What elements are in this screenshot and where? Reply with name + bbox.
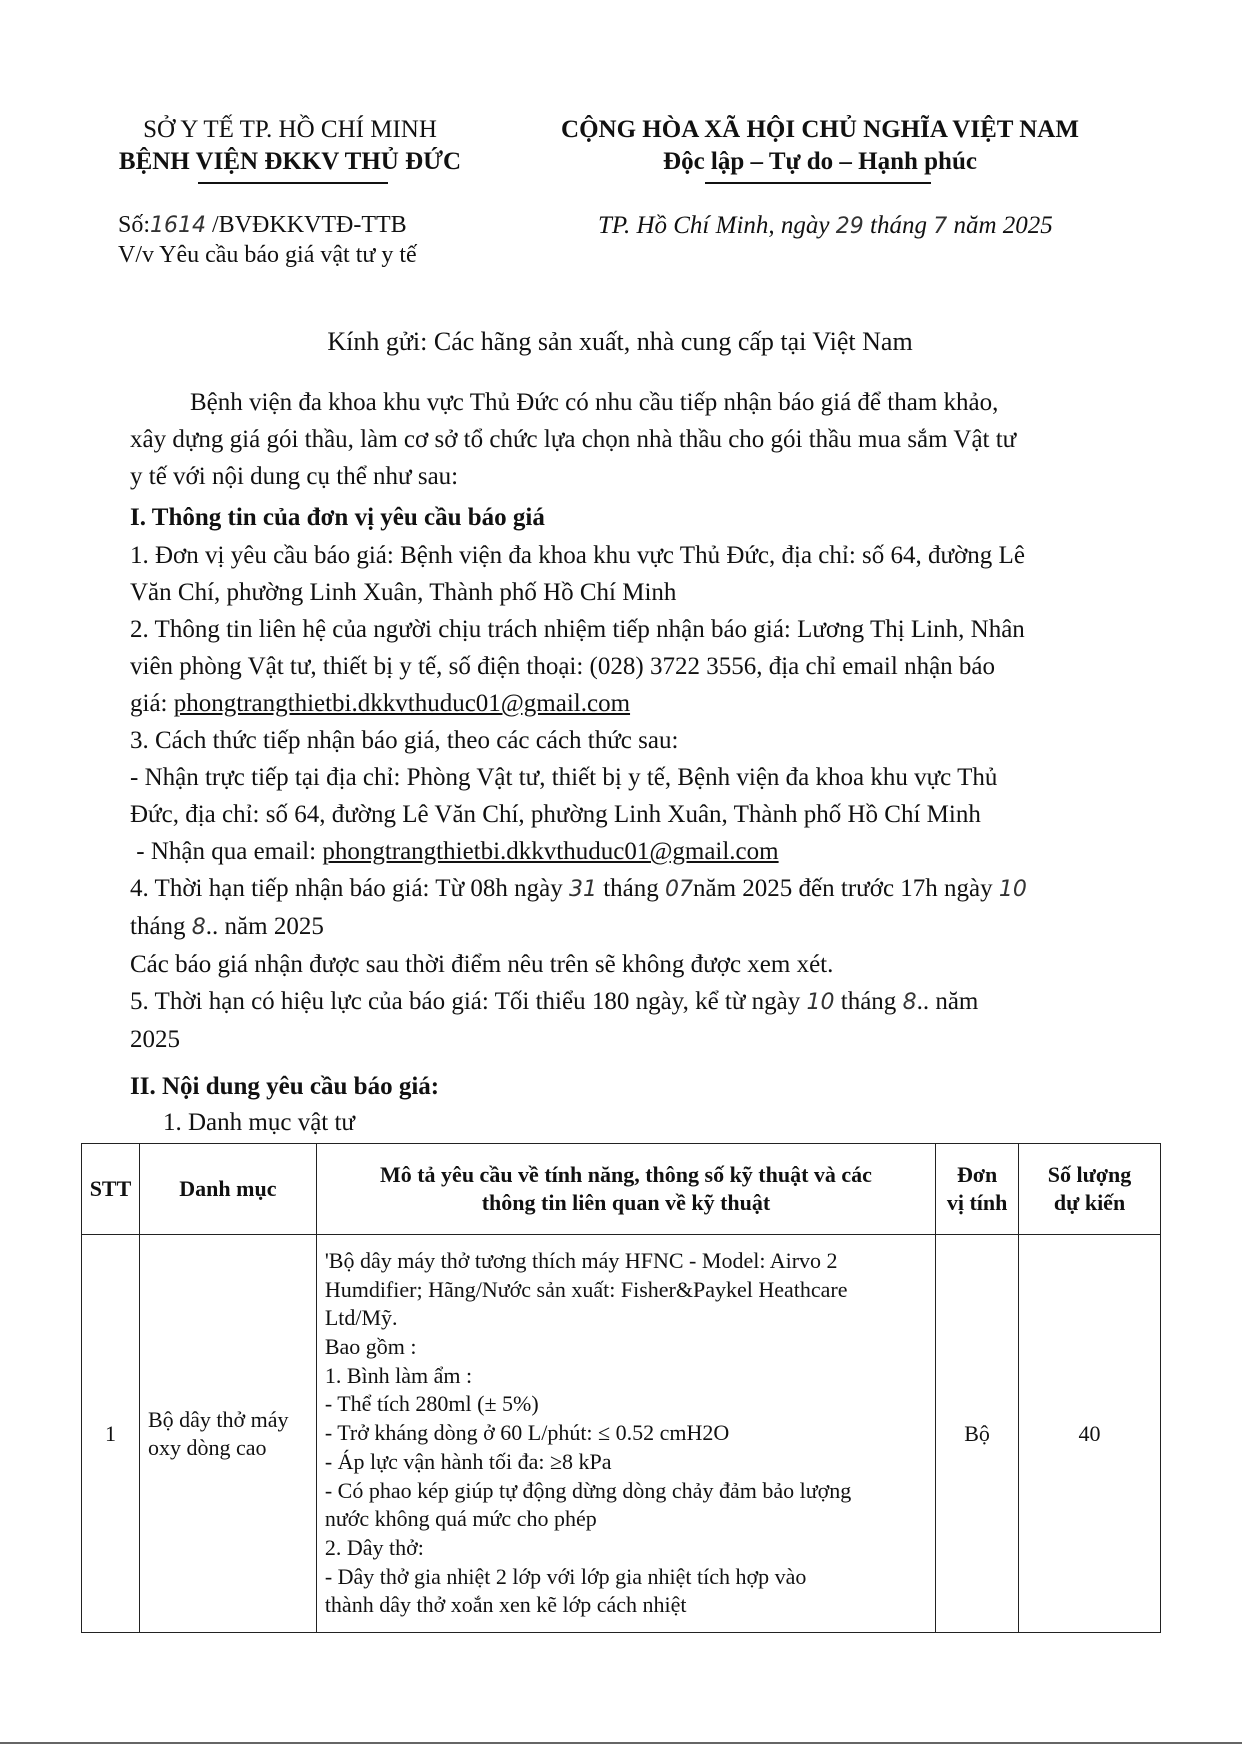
date-mid: tháng bbox=[863, 212, 934, 239]
header-quantity bbox=[1019, 1144, 1161, 1235]
page-bottom-edge bbox=[0, 1742, 1242, 1744]
item-4-month-2: 8 bbox=[191, 915, 206, 940]
header-unit-line-2: vị tính bbox=[946, 1190, 1008, 1215]
item-2-line-1: 2. Thông tin liên hệ của người chịu trách nhiệm tiếp nhận báo giá: Lương Thị Linh, Nhân bbox=[130, 616, 1025, 643]
desc-line: - Trở kháng dòng ở 60 L/phút: ≤ 0.52 cmH2O bbox=[324, 1420, 730, 1446]
recipient: Kính gửi: Các hãng sản xuất, nhà cung cấp tại Việt Nam bbox=[327, 327, 913, 356]
date-suffix: năm 2025 bbox=[947, 212, 1053, 239]
item-4-c: năm 2025 đến trước 17h ngày bbox=[693, 875, 999, 902]
header-description bbox=[316, 1144, 935, 1235]
intro-line-3: y tế với nội dung cụ thể như sau: bbox=[130, 463, 459, 490]
item-5-b: tháng bbox=[834, 988, 903, 1015]
doc-date bbox=[598, 212, 1053, 240]
header-quantity-line-1: Số lượng bbox=[1047, 1162, 1132, 1187]
desc-line: Ltd/Mỹ. bbox=[324, 1305, 398, 1331]
item-4-note: Các báo giá nhận được sau thời điểm nêu trên sẽ không được xem xét. bbox=[130, 951, 834, 978]
item-4-line-1 bbox=[130, 870, 1120, 908]
table-header-row bbox=[82, 1144, 1161, 1235]
item-2-line-2: viên phòng Vật tư, thiết bị y tế, số điện thoại: (028) 3722 3556, địa chỉ email nhận báo bbox=[130, 653, 996, 680]
row-unit: Bộ bbox=[936, 1235, 1019, 1633]
section-2-sub-1: 1. Danh mục vật tư bbox=[163, 1109, 355, 1136]
desc-line: 'Bộ dây máy thở tương thích máy HFNC - Model: Airvo 2 bbox=[324, 1247, 838, 1273]
row-description bbox=[316, 1235, 935, 1633]
item-3-line-4 bbox=[130, 833, 1120, 870]
intro-line-2: xây dựng giá gói thầu, làm cơ sở tổ chức lựa chọn nhà thầu cho gói thầu mua sắm Vật tư bbox=[130, 426, 1017, 453]
items-table bbox=[81, 1143, 1161, 1633]
agency-name: SỞ Y TẾ TP. HỒ CHÍ MINH bbox=[143, 116, 437, 143]
desc-line: thành dây thở xoắn xen kẽ lớp cách nhiệt bbox=[324, 1592, 687, 1618]
desc-line: nước không quá mức cho phép bbox=[324, 1506, 597, 1532]
email-link-2[interactable]: phongtrangthietbi.dkkvthuduc01@gmail.com bbox=[322, 838, 779, 865]
item-1-line-2: Văn Chí, phường Linh Xuân, Thành phố Hồ Chí Minh bbox=[130, 579, 677, 606]
section-1-content bbox=[130, 537, 1120, 1058]
date-month: 7 bbox=[933, 214, 948, 239]
doc-number-prefix: Số: bbox=[118, 212, 151, 238]
item-4-day-1: 31 bbox=[568, 877, 597, 902]
item-5-line-2: 2025 bbox=[130, 1026, 180, 1053]
item-2-line-3 bbox=[130, 685, 1120, 722]
row-name-line-2: oxy dòng cao bbox=[147, 1434, 267, 1460]
item-5-line-1 bbox=[130, 983, 1120, 1021]
doc-number-handwritten: 1614 bbox=[150, 213, 207, 238]
desc-line: - Áp lực vận hành tối đa: ≥8 kPa bbox=[324, 1448, 612, 1474]
row-stt: 1 bbox=[82, 1235, 140, 1633]
row-quantity: 40 bbox=[1019, 1235, 1161, 1633]
header-quantity-line-2: dự kiến bbox=[1053, 1190, 1126, 1215]
item-4-d: tháng bbox=[130, 913, 192, 940]
desc-line: - Có phao kép giúp tự động dừng dòng chảy đảm bảo lượng bbox=[324, 1477, 852, 1503]
desc-line: - Thể tích 280ml (± 5%) bbox=[324, 1391, 539, 1417]
date-day: 29 bbox=[835, 214, 864, 239]
header-left-rule bbox=[198, 182, 388, 184]
hospital-name: BỆNH VIỆN ĐKKV THỦ ĐỨC bbox=[118, 148, 462, 175]
item-3-line-1: 3. Cách thức tiếp nhận báo giá, theo các cách thức sau: bbox=[130, 727, 679, 754]
header-description-line-1: Mô tả yêu cầu về tính năng, thông số kỹ thuật và các bbox=[379, 1162, 872, 1187]
item-4-month-1: 07 bbox=[665, 877, 694, 902]
email-link[interactable]: phongtrangthietbi.dkkvthuduc01@gmail.com bbox=[173, 690, 631, 717]
desc-line: Bao gồm : bbox=[324, 1334, 417, 1360]
item-3-line-2: - Nhận trực tiếp tại địa chỉ: Phòng Vật tư, thiết bị y tế, Bệnh viện đa khoa khu vực Thủ bbox=[130, 764, 998, 791]
item-5-c: .. năm bbox=[916, 988, 979, 1015]
header-unit-line-1: Đơn bbox=[956, 1162, 998, 1187]
item-5-month: 8 bbox=[902, 990, 917, 1015]
section-2-title: II. Nội dung yêu cầu báo giá: bbox=[130, 1073, 440, 1100]
item-3-email-prefix: - Nhận qua email: bbox=[130, 838, 323, 865]
national-motto: Độc lập – Tự do – Hạnh phúc bbox=[663, 148, 977, 175]
doc-number-suffix: /BVĐKKVTĐ-TTB bbox=[206, 212, 407, 238]
desc-line: - Dây thở gia nhiệt 2 lớp với lớp gia nhiệt tích hợp vào bbox=[324, 1563, 807, 1589]
header-right-rule bbox=[705, 182, 931, 184]
item-4-e: .. năm 2025 bbox=[205, 913, 324, 940]
table-row bbox=[82, 1235, 1161, 1633]
desc-line: Humdifier; Hãng/Nước sản xuất: Fisher&Paykel Heathcare bbox=[324, 1276, 848, 1302]
header-stt: STT bbox=[82, 1144, 140, 1235]
intro-paragraph bbox=[130, 384, 1120, 495]
intro-line-1: Bệnh viện đa khoa khu vực Thủ Đức có nhu cầu tiếp nhận báo giá để tham khảo, bbox=[190, 389, 999, 416]
item-4-a: 4. Thời hạn tiếp nhận báo giá: Từ 08h ngày bbox=[130, 875, 569, 902]
item-3-line-3: Đức, địa chỉ: số 64, đường Lê Văn Chí, phường Linh Xuân, Thành phố Hồ Chí Minh bbox=[130, 801, 981, 828]
item-4-day-2: 10 bbox=[998, 877, 1027, 902]
header-description-line-2: thông tin liên quan về kỹ thuật bbox=[481, 1190, 771, 1215]
item-4-line-2 bbox=[130, 908, 1120, 946]
section-1-title: I. Thông tin của đơn vị yêu cầu báo giá bbox=[130, 504, 545, 531]
item-1-line-1: 1. Đơn vị yêu cầu báo giá: Bệnh viện đa khoa khu vực Thủ Đức, địa chỉ: số 64, đường Lê bbox=[130, 542, 1025, 569]
item-2-line-3-prefix: giá: bbox=[130, 690, 174, 717]
doc-number bbox=[118, 212, 407, 239]
row-name bbox=[139, 1235, 316, 1633]
header-name: Danh mục bbox=[139, 1144, 316, 1235]
row-name-line-1: Bộ dây thở máy bbox=[147, 1406, 289, 1432]
doc-subject: V/v Yêu cầu báo giá vật tư y tế bbox=[118, 242, 417, 268]
date-prefix: TP. Hồ Chí Minh, ngày bbox=[598, 212, 836, 239]
national-title: CỘNG HÒA XÃ HỘI CHỦ NGHĨA VIỆT NAM bbox=[561, 116, 1079, 143]
header-unit bbox=[936, 1144, 1019, 1235]
item-4-b: tháng bbox=[596, 875, 666, 902]
item-5-a: 5. Thời hạn có hiệu lực của báo giá: Tối thiểu 180 ngày, kể từ ngày bbox=[130, 988, 807, 1015]
desc-line: 1. Bình làm ẩm : bbox=[324, 1362, 473, 1388]
item-5-day: 10 bbox=[806, 990, 835, 1015]
desc-line: 2. Dây thở: bbox=[324, 1534, 424, 1560]
